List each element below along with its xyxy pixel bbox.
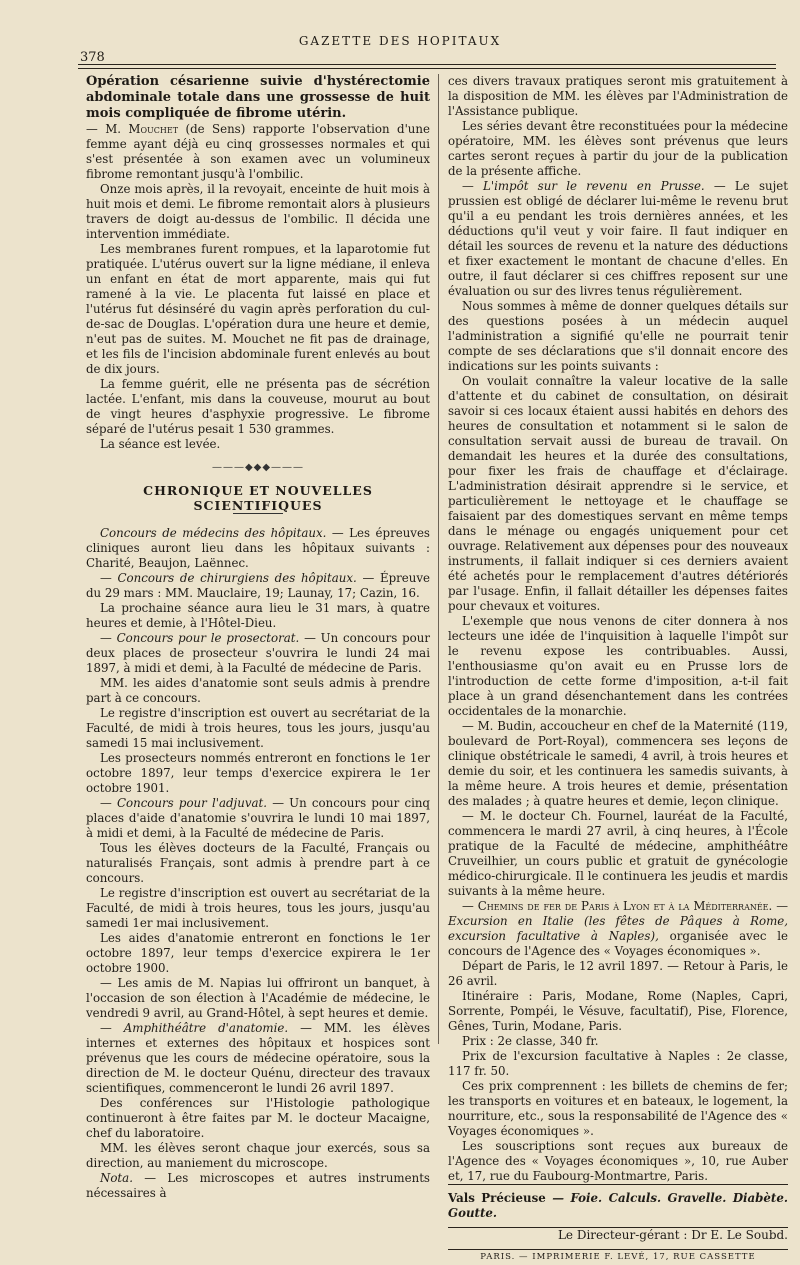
paragraph: Le registre d'inscription est ouvert au secrétariat de la Faculté, de midi à trois heures, tous les jours, jusqu'au samedi 1er mai inclusivement. xyxy=(86,886,430,930)
news-item: — Concours de chirurgiens des hôpitaux. — Épreuve du 29 mars : MM. Mauclaire, 19; Launay, 17; Cazin, 16. xyxy=(86,571,430,600)
paragraph: Ces prix comprennent : les billets de chemins de fer; les transports en voitures et en bateaux, le logement, la nourriture, etc., sous la responsabilité de l'Agence des « Voyages économiques ». xyxy=(448,1079,788,1138)
paragraph: MM. les élèves seront chaque jour exercés, sous sa direction, au maniement du microscope. xyxy=(86,1141,430,1170)
chronique-title: CHRONIQUE ET NOUVELLES SCIENTIFIQUES xyxy=(143,483,373,513)
paragraph: — M. Budin, accoucheur en chef de la Maternité (119, boulevard de Port-Royal), commencera ses leçons de clinique obstétricale le samedi, 4 avril, à trois heures et demie du soir, et les continuera les samedis suivants, à la même heure. A trois heures et demie, présentation des malades ; à quatre heures et demie, leçon clinique. xyxy=(448,719,788,808)
paragraph: — M. le docteur Ch. Fournel, lauréat de la Faculté, commencera le mardi 27 avril, à cinq heures, à l'École pratique de la Faculté de médecine, amphithéâtre Cruveilhier, un cours public et gratuit de gynécologie médico-chirurgicale. Il le continuera les jeudis et mardis suivants à la même heure. xyxy=(448,809,788,898)
news-item: — Amphithéâtre d'anatomie. — MM. les élèves internes et externes des hôpitaux et hospices sont prévenus que les cours de médecine opératoire, sous la direction de M. le docteur Quénu, directeur des travaux scientifiques, commenceront le lundi 26 avril 1897. xyxy=(86,1021,430,1095)
news-item: — Concours pour le prosectorat. — Un concours pour deux places de prosecteur s'ouvrira le lundi 24 mai 1897, à midi et demi, à la Faculté de médecine de Paris. xyxy=(86,631,430,675)
header-rule-thin xyxy=(78,68,776,69)
vals-text: — Foie. Calculs. Gravelle. Diabète. Goutte. xyxy=(448,1191,788,1220)
right-column xyxy=(448,74,788,1265)
paragraph: L'exemple que nous venons de citer donnera à nos lecteurs une idée de l'inquisition à laquelle l'impôt sur le revenu expose les contribuables. Aussi, l'enthousiasme qu'on avait eu en Prusse lors de l'introduction de cette forme d'imposition, a-t-il fait place à un grand désenchantement dans les contrées occidentales de la monarchie. xyxy=(448,614,788,718)
paragraph: Départ de Paris, le 12 avril 1897. — Retour à Paris, le 26 avril. xyxy=(448,959,788,988)
left-column xyxy=(86,74,430,1201)
news-item: — Concours pour l'adjuvat. — Un concours pour cinq places d'aide d'anatomie s'ouvrira le lundi 10 mai 1897, à midi et demi, à la Faculté de médecine de Paris. xyxy=(86,796,430,840)
page-number: 378 xyxy=(80,50,105,65)
header-rule xyxy=(78,64,776,65)
paragraph: Tous les élèves docteurs de la Faculté, Français ou naturalisés Français, sont admis à prendre part à ce concours. xyxy=(86,841,430,885)
news-item: Nota. — Les microscopes et autres instruments nécessaires à xyxy=(86,1171,430,1200)
paragraph: La femme guérit, elle ne présenta pas de sécrétion lactée. L'enfant, mis dans la couveuse, mourut au bout de vingt heures d'asphyxie progressive. Le fibrome séparé de l'utérus pesait 1 530 grammes. xyxy=(86,377,430,436)
paragraph: Prix de l'excursion facultative à Naples : 2e classe, 117 fr. 50. xyxy=(448,1049,788,1078)
paragraph: — Les amis de M. Napias lui offriront un banquet, à l'occasion de son élection à l'Académie de médecine, le vendredi 9 avril, au Grand-Hôtel, à sept heures et demie. xyxy=(86,976,430,1020)
news-item: — Chemins de fer de Paris à Lyon et à la Méditerranée. — Excursion en Italie (les fêtes de Pâques à Rome, excursion facultative à Naples), organisée avec le concours de l'Agence des « Voyages économiques ». xyxy=(448,899,788,958)
section-separator: ———◆◆◆——— xyxy=(211,462,305,473)
imprint-line: PARIS. — IMPRIMERIE F. LEVÉ, 17, RUE CASSETTE xyxy=(480,1252,756,1262)
paragraph: Le registre d'inscription est ouvert au secrétariat de la Faculté, de midi à trois heures, tous les jours, jusqu'au samedi 15 mai inclusivement. xyxy=(86,706,430,750)
paragraph: Les membranes furent rompues, et la laparotomie fut pratiquée. L'utérus ouvert sur la ligne médiane, il enleva un enfant en état de mort apparente, mais qui fut ramené à la vie. Le placenta fut laissé en place et l'utérus fut désinséré du vagin après perforation du cul-de-sac de Douglas. L'opération dura une heure et demie, n'eut pas de suites. M. Mouchet ne fit pas de drainage, et les fils de l'incision abdominale furent enlevés au bout de dix jours. xyxy=(86,242,430,376)
directeur-gerant: Le Directeur-gérant : Dr E. Le Soubd. xyxy=(557,1228,788,1242)
column-divider xyxy=(438,74,439,1044)
paragraph: On voulait connaître la valeur locative de la salle d'attente et du cabinet de consultation, on désirait savoir si ces locaux étaient aussi habités en dehors des heures de consultation et notamment si le salon de consultation servait aussi de bureau de travail. On demandait les heures et la durée des consultations, pour fixer les frais de chauffage et d'éclairage. L'administration désirait apprendre si le service, et particulièrement le nettoyage et le chauffage se faisaient par des domestiques servant en même temps dans le ménage ou engagés uniquement pour cet ouvrage. Relativement aux dépenses pour des nouveaux instruments, il fallait indiquer si ces derniers avaient été achetés pour le remplacement d'autres détériorés par l'usage. Enfin, il fallait détailler les dépenses faites pour chevaux et voitures. xyxy=(448,374,788,613)
paragraph: La prochaine séance aura lieu le 31 mars, à quatre heures et demie, à l'Hôtel-Dieu. xyxy=(86,601,430,630)
news-item: Concours de médecins des hôpitaux. — Les épreuves cliniques auront lieu dans les hôpitaux suivants : Charité, Beaujon, Laënnec. xyxy=(86,526,430,570)
chronique-rule xyxy=(233,513,283,514)
running-title: GAZETTE DES HOPITAUX xyxy=(298,34,502,48)
author-name: Mouchet xyxy=(128,122,179,136)
paragraph: Les aides d'anatomie entreront en fonctions le 1er octobre 1897, leur temps d'exercice expirera le 1er octobre 1900. xyxy=(86,931,430,975)
paragraph: Prix : 2e classe, 340 fr. xyxy=(462,1034,599,1048)
vals-label: Vals Précieuse xyxy=(448,1191,546,1205)
paragraph: Onze mois après, il la revoyait, enceinte de huit mois à huit mois et demi. Le fibrome remontait alors à plusieurs travers de doigt au-dessus de l'ombilic. Il décida une intervention immédiate. xyxy=(86,182,430,241)
news-item: — L'impôt sur le revenu en Prusse. — Le sujet prussien est obligé de déclarer lui-même le revenu brut qu'il a eu pendant les trois dernières années, et les déductions qu'il veut y voir faire. Il faut indiquer en détail les sources de revenu et la nature des déductions et fixer exactement le montant de chacune d'elles. En outre, il faut déclarer si ces chiffres reposent sur une évaluation ou sur des livres tenus régulièrement. xyxy=(448,179,788,298)
paragraph: La séance est levée. xyxy=(100,437,221,451)
paragraph: Les souscriptions sont reçues aux bureaux de l'Agence des « Voyages économiques », 10, rue Auber et, 17, rue du Faubourg-Montmartre, Paris. xyxy=(448,1139,788,1183)
paragraph: Les prosecteurs nommés entreront en fonctions le 1er octobre 1897, leur temps d'exercice expirera le 1er octobre 1901. xyxy=(86,751,430,795)
paragraph: Les séries devant être reconstituées pour la médecine opératoire, MM. les élèves sont prévenus que leurs cartes seront reçues à partir du jour de la publication de la présente affiche. xyxy=(448,119,788,178)
paragraph: Nous sommes à même de donner quelques détails sur des questions posées à un médecin auquel l'administration a signifié qu'elle ne pourrait tenir compte de ses déclarations que s'il donnait encore des indications sur les points suivants : xyxy=(448,299,788,373)
paragraph: MM. les aides d'anatomie sont seuls admis à prendre part à ce concours. xyxy=(86,676,430,705)
paragraph: ces divers travaux pratiques seront mis gratuitement à la disposition de MM. les élèves par l'Administration de l'Assistance publique. xyxy=(448,74,788,118)
paragraph: Des conférences sur l'Histologie pathologique continueront à être faites par M. le docteur Macaigne, chef du laboratoire. xyxy=(86,1096,430,1140)
article-title: Opération césarienne suivie d'hystérectomie abdominale totale dans une grossesse de huit mois compliquée de fibrome utérin. xyxy=(86,74,430,121)
paragraph: Itinéraire : Paris, Modane, Rome (Naples, Capri, Sorrente, Pompéi, le Vésuve, facultatif), Pise, Florence, Gênes, Turin, Modane, Paris. xyxy=(448,989,788,1033)
vals-advertisement xyxy=(448,1184,788,1221)
article-intro: — M. Mouchet (de Sens) rapporte l'observation d'une femme ayant déjà eu cinq grossesses normales et qui s'est présentée à son examen avec un volumineux fibrome remontant jusqu'à l'ombilic. xyxy=(86,122,430,181)
